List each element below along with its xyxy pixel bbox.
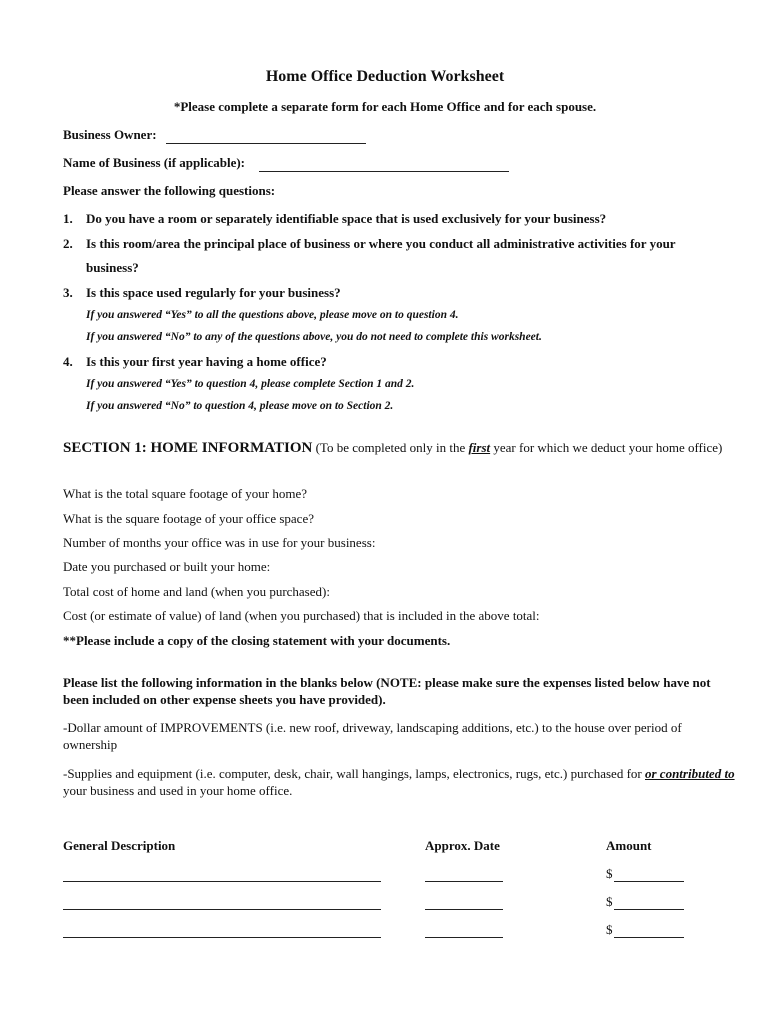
currency-symbol: $ <box>606 922 613 937</box>
business-owner-field[interactable] <box>166 143 366 144</box>
description-field[interactable] <box>63 937 381 938</box>
date-field[interactable] <box>425 937 503 938</box>
section1-note-post: year for which we deduct your home office) <box>490 440 723 455</box>
instruction-yes-all: If you answered “Yes” to all the questions above, please move on to question 4. <box>86 309 459 321</box>
header-general-description: General Description <box>63 838 176 853</box>
section1-header <box>63 439 723 457</box>
list-instructions: Please list the following information in the blanks below (NOTE: please make sure the expenses listed below have not been included on other expense sheets you have provided). <box>63 675 711 707</box>
questions-intro: Please answer the following questions: <box>63 183 276 198</box>
currency-symbol: $ <box>606 866 613 881</box>
question-text: Is this room/area the principal place of business or where you conduct all administrative activities for your <box>86 236 676 251</box>
currency-symbol: $ <box>606 894 613 909</box>
instruction-no-q4: If you answered “No” to question 4, please move on to Section 2. <box>86 400 394 412</box>
section1-item: What is the total square footage of your home? <box>63 486 308 501</box>
section1-item: Cost (or estimate of value) of land (when you purchased) that is included in the above total: <box>63 608 540 623</box>
instruction-yes-q4: If you answered “Yes” to question 4, please complete Section 1 and 2. <box>86 378 415 390</box>
date-field[interactable] <box>425 881 503 882</box>
header-approx-date: Approx. Date <box>425 838 500 853</box>
section1-note-emph: first <box>468 440 491 455</box>
header-amount: Amount <box>606 838 652 853</box>
question-number: 2. <box>63 236 73 251</box>
business-owner-row <box>63 127 157 143</box>
instruction-no-any: If you answered “No” to any of the questions above, you do not need to complete this worksheet. <box>86 331 542 343</box>
supplies-note <box>63 765 735 799</box>
supplies-pre: -Supplies and equipment (i.e. computer, desk, chair, wall hangings, lamps, electronics, rugs, etc.) purchased for <box>63 766 645 781</box>
amount-field[interactable] <box>614 909 684 910</box>
section1-note-pre: (To be completed only in the <box>315 440 469 455</box>
date-field[interactable] <box>425 909 503 910</box>
section1-heading: SECTION 1: HOME INFORMATION <box>63 440 313 456</box>
description-field[interactable] <box>63 909 381 910</box>
business-owner-label: Business Owner: <box>63 127 157 142</box>
amount-field[interactable] <box>614 881 684 882</box>
improvements-note: -Dollar amount of IMPROVEMENTS (i.e. new roof, driveway, landscaping additions, etc.) to the house over period of ownership <box>63 720 682 752</box>
question-2-continued: business? <box>86 260 139 275</box>
supplies-post: your business and used in your home office. <box>63 783 293 798</box>
section1-item: Number of months your office was in use for your business: <box>63 535 376 550</box>
section1-item: What is the square footage of your office space? <box>63 511 314 526</box>
business-name-row <box>63 155 245 171</box>
page-title: Home Office Deduction Worksheet <box>265 68 505 85</box>
supplies-emph: or contributed to <box>645 766 735 781</box>
business-name-field[interactable] <box>259 171 509 172</box>
question-number: 3. <box>63 285 73 300</box>
section1-item: Total cost of home and land (when you purchased): <box>63 584 330 599</box>
question-number: 1. <box>63 211 73 226</box>
closing-statement-note: **Please include a copy of the closing statement with your documents. <box>63 633 451 648</box>
question-number: 4. <box>63 354 73 369</box>
page-subtitle: *Please complete a separate form for each Home Office and for each spouse. <box>173 99 597 114</box>
amount-field[interactable] <box>614 937 684 938</box>
question-text: Do you have a room or separately identifiable space that is used exclusively for your business? <box>86 211 607 226</box>
business-name-label: Name of Business (if applicable): <box>63 155 245 170</box>
question-text: Is this space used regularly for your business? <box>86 285 341 300</box>
section1-item: Date you purchased or built your home: <box>63 559 271 574</box>
question-text: Is this your first year having a home office? <box>86 354 327 369</box>
description-field[interactable] <box>63 881 381 882</box>
